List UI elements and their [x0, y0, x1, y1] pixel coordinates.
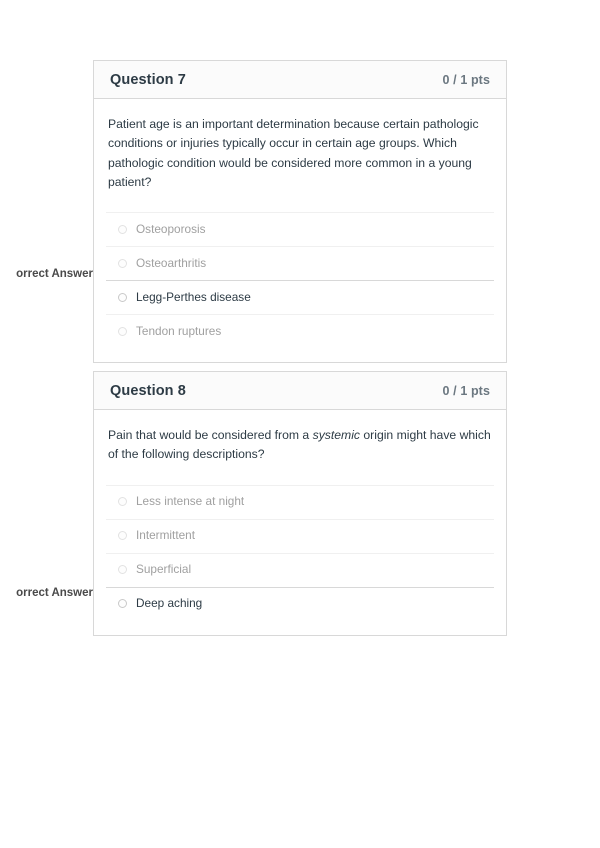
question-text [108, 426, 492, 465]
radio-button-icon[interactable] [118, 259, 127, 268]
question-header [94, 372, 506, 410]
answer-option-label: Superficial [136, 562, 192, 577]
correct-answer-flag [0, 587, 93, 599]
answer-option-row[interactable] [106, 485, 494, 519]
correct-answer-flag [0, 268, 93, 280]
question-title: Question 7 [110, 71, 186, 88]
question-points: 0 / 1 pts [442, 72, 490, 87]
radio-button-icon[interactable] [118, 327, 127, 336]
radio-button-icon[interactable] [118, 565, 127, 574]
question-card [93, 371, 507, 636]
answer-option-row[interactable] [106, 553, 494, 587]
answer-option-label: Tendon ruptures [136, 323, 222, 338]
question-body [94, 410, 506, 485]
answer-option-row-correct[interactable] [106, 587, 494, 621]
question-text-part-1: Pain that would be considered from a [108, 428, 313, 442]
radio-button-icon[interactable] [118, 293, 127, 302]
answer-option-label: Less intense at night [136, 494, 245, 509]
answer-options-list [94, 485, 506, 635]
radio-button-icon[interactable] [118, 599, 127, 608]
question-text: Patient age is an important determination because certain pathologic conditions or injuries typically occur in certain age groups. Which pathologic condition would be considered more common in a young patient? [108, 117, 479, 189]
radio-button-icon[interactable] [118, 497, 127, 506]
correct-answer-flag-label: orrect Answer [16, 268, 93, 280]
answer-option-row[interactable] [106, 314, 494, 348]
question-text-part-2: origin might have which of the following descriptions? [108, 428, 491, 462]
radio-button-icon[interactable] [118, 225, 127, 234]
question-text-emphasis: systemic [312, 428, 361, 442]
question-points: 0 / 1 pts [442, 383, 490, 398]
answer-option-label: Legg-Perthes disease [136, 289, 251, 304]
question-card [93, 60, 507, 363]
question-title: Question 8 [110, 382, 186, 399]
answer-option-row[interactable] [106, 519, 494, 553]
correct-answer-flag-label: orrect Answer [16, 587, 93, 599]
answer-option-row-correct[interactable] [106, 280, 494, 314]
radio-button-icon[interactable] [118, 531, 127, 540]
question-header [94, 61, 506, 99]
answer-option-row[interactable] [106, 246, 494, 280]
answer-option-label: Intermittent [136, 528, 196, 543]
answer-options-list [94, 212, 506, 362]
answer-option-label: Osteoporosis [136, 221, 206, 236]
answer-option-row[interactable] [106, 212, 494, 246]
question-body [94, 99, 506, 212]
answer-option-label: Osteoarthritis [136, 255, 207, 270]
answer-option-label: Deep aching [136, 596, 203, 611]
